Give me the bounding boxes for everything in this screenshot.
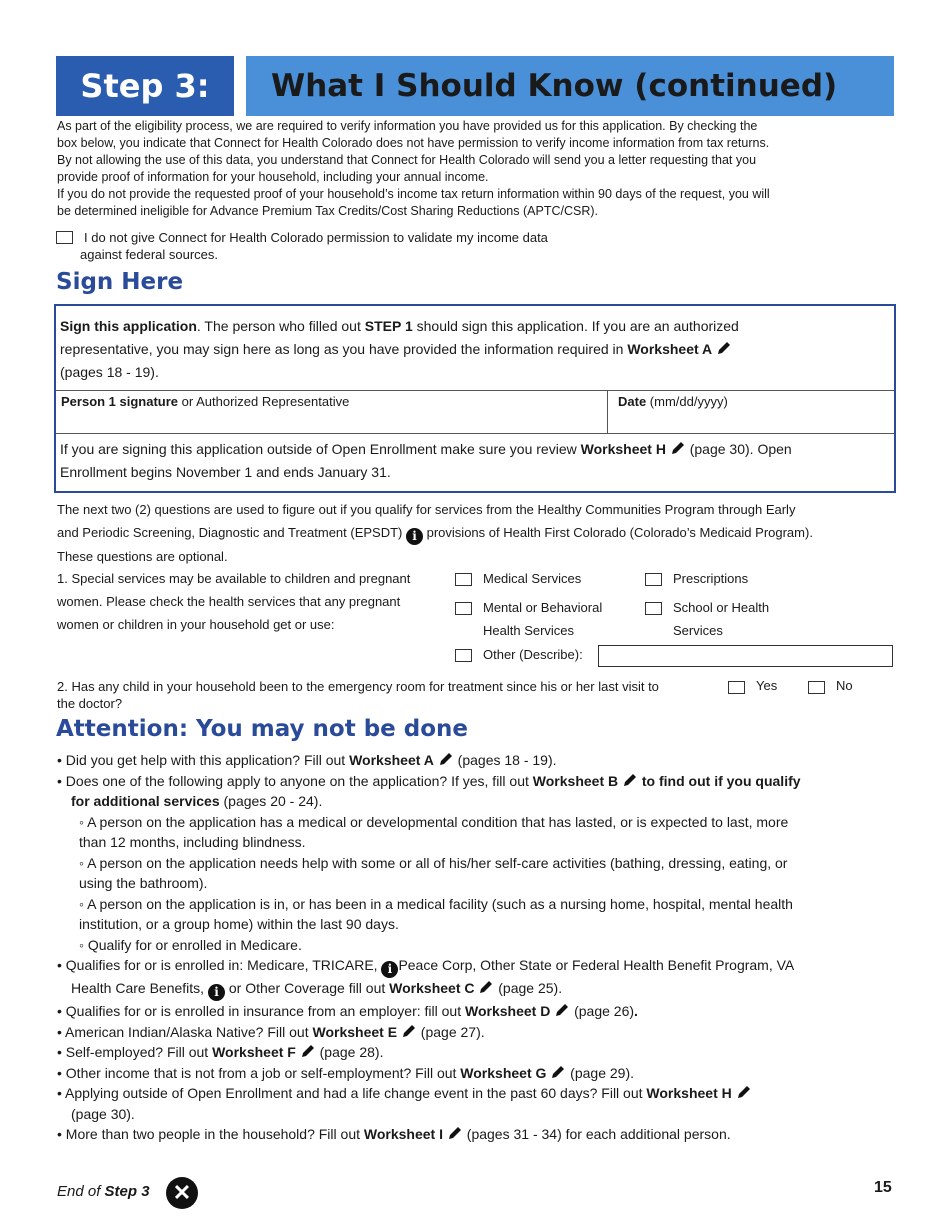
list-item: • American Indian/Alaska Native? Fill out Worksheet E (page 27). xyxy=(57,1023,485,1040)
info-icon: i xyxy=(208,984,225,1001)
mental-health-label: Mental or Behavioral Health Services xyxy=(483,600,603,638)
er-no-label: No xyxy=(836,678,853,693)
open-enrollment-note: If you are signing this application outside of Open Enrollment make sure you review Worksheet H (page 30). Open Enrollment begins November 1 and ends January 31. xyxy=(60,441,792,480)
list-item: • Self-employed? Fill out Worksheet F (page 28). xyxy=(57,1044,384,1060)
list-item: • More than two people in the household? Fill out Worksheet I (pages 31 - 34) for each additional person. xyxy=(57,1126,731,1142)
school-health-label: School or Health Services xyxy=(673,600,770,638)
pencil-icon xyxy=(438,751,454,767)
list-subitem: ◦ Qualify for or enrolled in Medicare. xyxy=(79,936,302,953)
school-health-checkbox[interactable] xyxy=(645,602,662,615)
other-label: Other (Describe): xyxy=(483,647,583,662)
question-2: 2. Has any child in your household been to the emergency room for treatment since his or her last visit to the doctor? xyxy=(57,679,659,711)
pencil-icon xyxy=(478,979,494,995)
signature-box xyxy=(54,304,896,493)
intro-paragraph: As part of the eligibility process, we are required to verify information you have provided us for this application. By checking the box below, you indicate that Connect for Health Colorado does not have permission to verify income information from tax returns. By not allowing the use of this data, you understand that Connect for Health Colorado will send you a letter requesting that you provide proof of information for your household, including your annual income. If you do not provide the requested proof of your household’s income tax return information within 90 days of the request, you will be determined ineligible for Advance Premium Tax Credits/Cost Sharing Reductions (APTC/CSR). xyxy=(57,119,770,218)
close-icon: ✕ xyxy=(166,1177,198,1209)
sign-here-heading: Sign Here xyxy=(56,269,184,295)
er-no-checkbox[interactable] xyxy=(808,681,825,694)
prescriptions-label: Prescriptions xyxy=(673,571,749,586)
no-permission-label: I do not give Connect for Health Colorado permission to validate my income data xyxy=(84,230,548,245)
list-item: • Qualifies for or is enrolled in insurance from an employer: fill out Worksheet D (page 26). xyxy=(57,1003,638,1019)
pencil-icon xyxy=(447,1125,463,1141)
list-subitem: ◦ A person on the application needs help with some or all of his/her self-care activities (bathing, dressing, eating, or using the bathroom). xyxy=(79,854,788,891)
info-icon: i xyxy=(406,528,423,545)
pencil-icon xyxy=(550,1064,566,1080)
signature-row xyxy=(56,390,894,434)
end-of-step: End of Step 3 xyxy=(57,1183,150,1200)
step-label: Step 3: xyxy=(56,56,234,116)
pencil-icon xyxy=(300,1043,316,1059)
pencil-icon xyxy=(622,772,638,788)
medical-services-checkbox[interactable] xyxy=(455,573,472,586)
pencil-icon xyxy=(736,1084,752,1100)
no-permission-label-cont: against federal sources. xyxy=(80,247,219,262)
page-title: What I Should Know (continued) xyxy=(246,56,894,116)
question-1: 1. Special services may be available to children and pregnant women. Please check the health services that any pregnant women or children in your household get or use: xyxy=(57,571,411,632)
list-item: • Does one of the following apply to anyone on the application? If yes, fill out Worksheet B to find out if you qualify xyxy=(57,772,801,789)
page-number: 15 xyxy=(874,1179,892,1196)
questions-intro: The next two (2) questions are used to figure out if you qualify for services from the Healthy Communities Program through Early and Periodic Screening, Diagnostic and Treatment (EPSDT) i provisions of Health First Colorado (Colorado’s Medicaid Program). These questions are optional. xyxy=(57,502,813,564)
er-yes-label: Yes xyxy=(756,678,778,693)
pencil-icon xyxy=(554,1002,570,1018)
er-yes-checkbox[interactable] xyxy=(728,681,745,694)
pencil-icon xyxy=(401,1023,417,1039)
attention-list: • Did you get help with this application? Fill out Worksheet A (pages 18 - 19). • Does one of the following apply to anyone on the application? If yes, fill out Worksheet B to find out if you qualify for additional services (pages 20 - 24). ◦ A person on the application has a medical or developmental condition that has lasted, or is expected to last, more than 12 months, including blindness. ◦ A person on the application needs help with some or all of his/her self-care activities (bathing, dressing, eating, or using the bathroom). ◦ A person on the application is in, or has been in a medical facility (such as a nursing home, hospital, mental health institution, or a group home) within the last 90 days. ◦ Qualify for or enrolled in Medicare. • Qualifies for or is enrolled in: Medicare, TRICARE, i Peace Corp, Other State or Federal Health Benefit Program, VA Health Care Benefits, i or Other Coverage fill out Worksheet C (page 25). • Qualifies for or is enrolled in insurance from an employer: fill out Worksheet D (page 26). • American Indian/Alaska Native? Fill out Worksheet E (page 27). • Self-employed? Fill out Worksheet F (page 28). • Other income that is not from a job or self-employment? Fill out Worksheet G (page 29). • Applying outside of Open Enrollment and had a life change event in the past 60 days? Fill out Worksheet H (page 30). • More than two people in the household? Fill out Worksheet I (pages 31 - 34) for each additional person. xyxy=(57,750,897,1145)
list-item: • Did you get help with this application? Fill out Worksheet A (pages 18 - 19). xyxy=(57,752,557,768)
pencil-icon xyxy=(716,340,732,356)
list-item: • Other income that is not from a job or self-employment? Fill out Worksheet G (page 29). xyxy=(57,1064,635,1081)
mental-health-checkbox[interactable] xyxy=(455,602,472,615)
list-item: • Qualifies for or is enrolled in: Medicare, TRICARE, i Peace Corp, Other State or Federal Health Benefit Program, VA xyxy=(57,957,795,976)
date-field[interactable]: Date (mm/dd/yyyy) xyxy=(618,394,728,409)
list-item: • Applying outside of Open Enrollment and had a life change event in the past 60 days? Fill out Worksheet H xyxy=(57,1083,897,1104)
other-checkbox[interactable] xyxy=(455,649,472,662)
no-permission-checkbox[interactable] xyxy=(56,231,73,244)
info-icon: i xyxy=(381,961,398,978)
prescriptions-checkbox[interactable] xyxy=(645,573,662,586)
list-subitem: ◦ A person on the application is in, or has been in a medical facility (such as a nursing home, hospital, mental health institution, or a group home) within the last 90 days. xyxy=(79,895,793,932)
medical-services-label: Medical Services xyxy=(483,571,582,586)
signature-field[interactable]: Person 1 signature or Authorized Representative xyxy=(56,391,608,433)
sign-instructions: Sign this application. The person who filled out STEP 1 should sign this application. If you are an authorized representative, you may sign here as long as you have provided the information required in Worksheet A (pages 18 - 19). xyxy=(60,318,739,380)
pencil-icon xyxy=(670,440,686,456)
attention-heading: Attention: You may not be done xyxy=(56,716,469,742)
list-subitem: ◦ A person on the application has a medical or developmental condition that has lasted, or is expected to last, more than 12 months, including blindness. xyxy=(79,813,789,850)
other-describe-input[interactable] xyxy=(598,645,893,667)
